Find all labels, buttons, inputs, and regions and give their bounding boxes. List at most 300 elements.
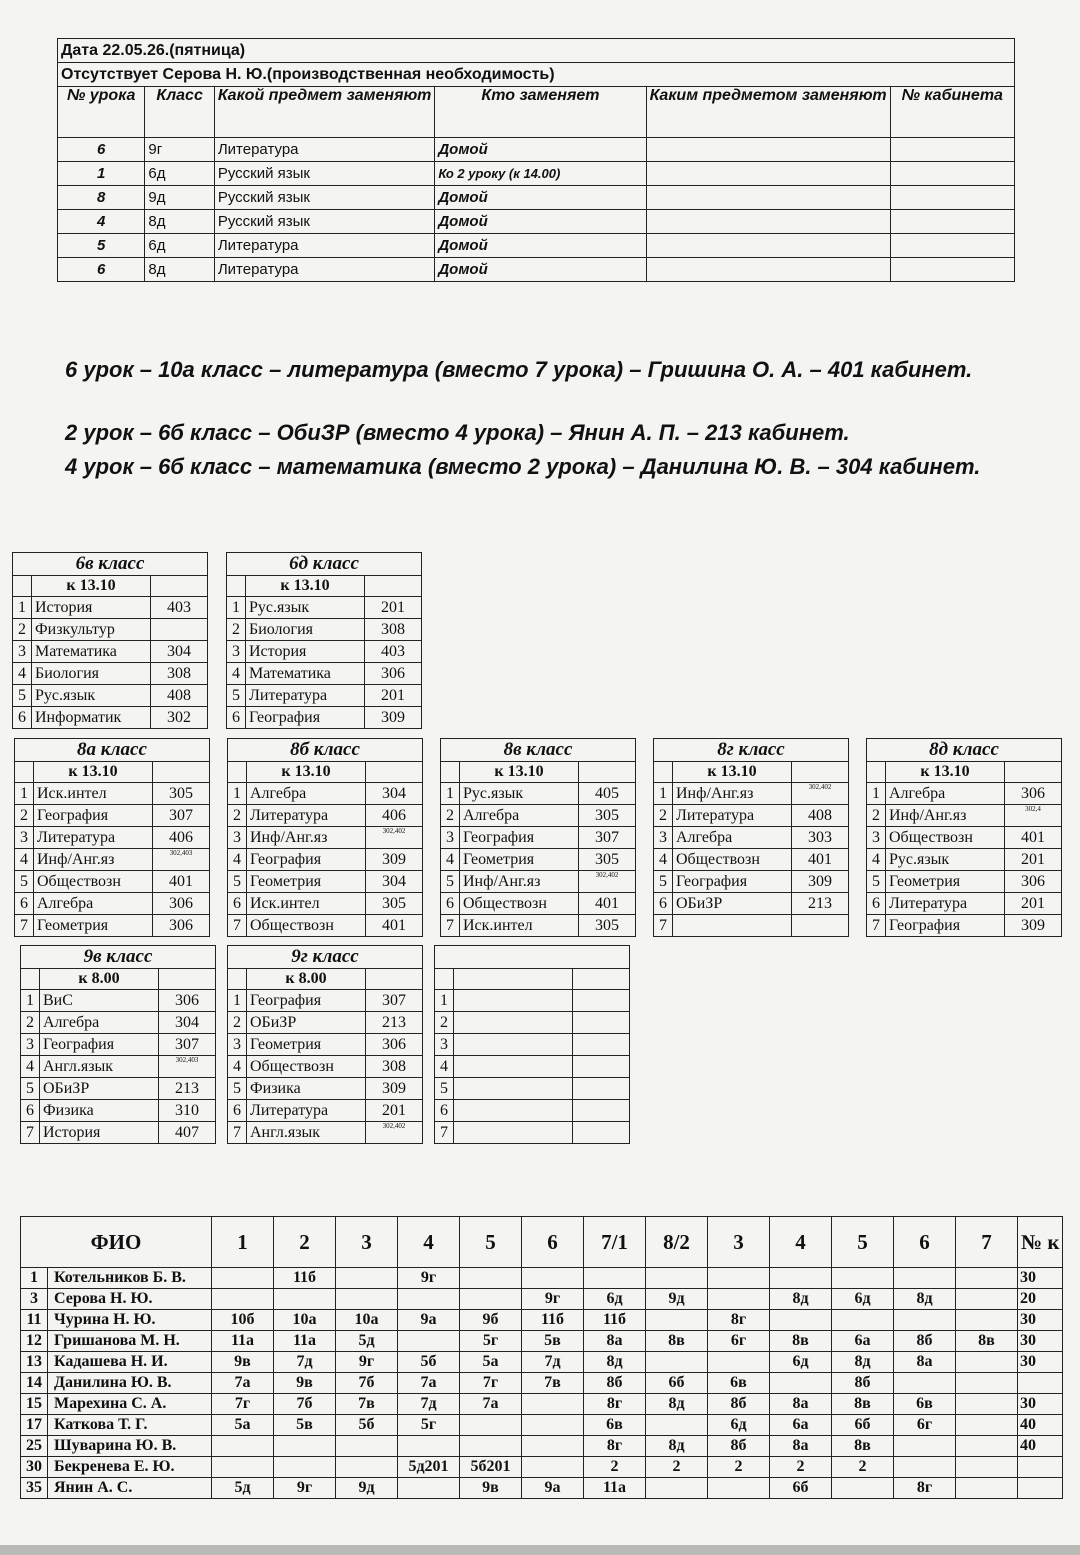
- note-2: 2 урок – 6б класс – ОбиЗР (вместо 4 урока) – Янин А. П. – 213 кабинет.: [65, 420, 850, 445]
- teacher-cell: [956, 1457, 1018, 1478]
- lesson-row: [435, 1034, 630, 1056]
- teacher-cell: 5б: [336, 1415, 398, 1436]
- lesson-room: 401: [1005, 827, 1062, 849]
- lesson-number: 2: [15, 805, 34, 827]
- lesson-subject: Биология: [246, 619, 365, 641]
- spacer-cell: [579, 762, 636, 783]
- teacher-cell: 5д: [212, 1478, 274, 1499]
- spacer-cell: [573, 969, 630, 990]
- lesson-room: 309: [1005, 915, 1062, 937]
- substitution-header-row: [58, 87, 1015, 138]
- teacher-cell: [460, 1268, 522, 1289]
- lesson-row: [13, 619, 208, 641]
- teacher-cell: [832, 1478, 894, 1499]
- substitution-cell: Домой: [435, 234, 646, 258]
- lesson-row: [654, 915, 849, 937]
- substitution-cell: [890, 258, 1014, 282]
- fio-header: ФИО: [21, 1217, 212, 1268]
- teacher-cell: 40: [1018, 1415, 1063, 1436]
- lesson-room: 307: [366, 990, 423, 1012]
- teacher-cell: [770, 1268, 832, 1289]
- note-1: 6 урок – 10а класс – литература (вместо 7 урока) – Гришина О. А. – 401 кабинет.: [65, 357, 973, 382]
- substitution-cell: 8д: [145, 210, 214, 234]
- teacher-cell: 7в: [522, 1373, 584, 1394]
- substitution-cell: 6д: [145, 162, 214, 186]
- lesson-row: [21, 1034, 216, 1056]
- teacher-cell: [274, 1289, 336, 1310]
- spacer-cell: [151, 576, 208, 597]
- lesson-room: [151, 619, 208, 641]
- teacher-number: 3: [21, 1289, 48, 1310]
- lesson-subject: Геометрия: [247, 871, 366, 893]
- lesson-subject: Иск.интел: [247, 893, 366, 915]
- teacher-cell: 6б: [646, 1373, 708, 1394]
- lesson-subject: Математика: [32, 641, 151, 663]
- lesson-room: [573, 990, 630, 1012]
- lesson-subject: География: [34, 805, 153, 827]
- start-time: к 13.10: [460, 762, 579, 783]
- teacher-row: [21, 1331, 1063, 1352]
- lesson-room: 201: [1005, 893, 1062, 915]
- lesson-subject: Инф/Анг.яз: [247, 827, 366, 849]
- teacher-cell: [956, 1394, 1018, 1415]
- lesson-room: 302: [151, 707, 208, 729]
- lesson-subject: География: [460, 827, 579, 849]
- teacher-cell: [1018, 1457, 1063, 1478]
- teacher-cell: 11б: [522, 1310, 584, 1331]
- teacher-cell: 5г: [398, 1415, 460, 1436]
- lesson-number: 7: [441, 915, 460, 937]
- teacher-cell: 5г: [460, 1331, 522, 1352]
- lesson-subject: География: [246, 707, 365, 729]
- lesson-number: 7: [867, 915, 886, 937]
- lesson-row: [13, 597, 208, 619]
- class-schedule-table: [653, 738, 849, 937]
- lesson-row: [228, 1122, 423, 1144]
- lesson-row: [654, 805, 849, 827]
- lesson-room: 304: [151, 641, 208, 663]
- teacher-cell: 7б: [274, 1394, 336, 1415]
- teacher-cell: 7а: [212, 1373, 274, 1394]
- lesson-number: 5: [441, 871, 460, 893]
- class-title: [435, 946, 630, 969]
- lesson-room: 401: [153, 871, 210, 893]
- teacher-cell: [522, 1436, 584, 1457]
- lesson-row: [228, 849, 423, 871]
- lesson-subject: Литература: [886, 893, 1005, 915]
- teacher-cell: 10а: [274, 1310, 336, 1331]
- lesson-room: 401: [366, 915, 423, 937]
- teacher-row: [21, 1310, 1063, 1331]
- lesson-room: 406: [153, 827, 210, 849]
- lesson-row: [13, 663, 208, 685]
- lesson-row: [21, 1012, 216, 1034]
- teacher-cell: 6д: [832, 1289, 894, 1310]
- lesson-number: 5: [654, 871, 673, 893]
- lesson-column-header: 7: [956, 1217, 1018, 1268]
- lesson-row: [867, 893, 1062, 915]
- lesson-subject: ОБиЗР: [247, 1012, 366, 1034]
- lesson-column-header: 5: [832, 1217, 894, 1268]
- lesson-number: 6: [228, 893, 247, 915]
- lesson-subject: Литература: [673, 805, 792, 827]
- lesson-column-header: 6: [522, 1217, 584, 1268]
- substitution-cell: 6: [58, 258, 145, 282]
- lesson-column-header: 4: [398, 1217, 460, 1268]
- lesson-subject: География: [247, 990, 366, 1012]
- lesson-number: 1: [867, 783, 886, 805]
- teacher-cell: 8г: [584, 1436, 646, 1457]
- absent-label: Отсутствует Серова Н. Ю.(производственная необходимость): [58, 63, 1015, 87]
- teacher-cell: 2: [646, 1457, 708, 1478]
- substitution-cell: [646, 258, 890, 282]
- lesson-subject: Обществозн: [34, 871, 153, 893]
- header-lesson-number: № урока: [58, 87, 145, 138]
- lesson-room: 401: [792, 849, 849, 871]
- lesson-number: 3: [867, 827, 886, 849]
- lesson-number: 6: [654, 893, 673, 915]
- teacher-cell: 8в: [646, 1331, 708, 1352]
- lesson-column-header: 4: [770, 1217, 832, 1268]
- header-replacement: Кто заменяет: [435, 87, 646, 138]
- lesson-subject: Физика: [40, 1100, 159, 1122]
- teacher-name: Янин А. С.: [48, 1478, 212, 1499]
- substitution-cell: Русский язык: [214, 186, 435, 210]
- lesson-column-header: 7/1: [584, 1217, 646, 1268]
- teacher-number: 15: [21, 1394, 48, 1415]
- teacher-cell: 6в: [584, 1415, 646, 1436]
- teacher-cell: 8в: [832, 1394, 894, 1415]
- teacher-cell: 11а: [212, 1331, 274, 1352]
- lesson-row: [867, 783, 1062, 805]
- lesson-row: [227, 707, 422, 729]
- teacher-cell: [212, 1268, 274, 1289]
- teacher-number: 1: [21, 1268, 48, 1289]
- teacher-cell: [956, 1268, 1018, 1289]
- lesson-number: 5: [227, 685, 246, 707]
- lesson-room: 304: [366, 871, 423, 893]
- teacher-cell: 6г: [708, 1331, 770, 1352]
- teacher-cell: 8г: [708, 1310, 770, 1331]
- lesson-room: 306: [1005, 783, 1062, 805]
- lesson-room: 306: [159, 990, 216, 1012]
- teacher-row: [21, 1352, 1063, 1373]
- teacher-cell: [336, 1268, 398, 1289]
- lesson-room: 303: [792, 827, 849, 849]
- lesson-room: [573, 1056, 630, 1078]
- lesson-room: 302,4: [1005, 805, 1062, 827]
- teacher-number: 35: [21, 1478, 48, 1499]
- teacher-cell: 9в: [274, 1373, 336, 1394]
- substitution-cell: Домой: [435, 186, 646, 210]
- lesson-number: 3: [21, 1034, 40, 1056]
- teacher-name: Марехина С. А.: [48, 1394, 212, 1415]
- lesson-subject: Физика: [247, 1078, 366, 1100]
- teacher-cell: 9г: [336, 1352, 398, 1373]
- lesson-number: 1: [228, 990, 247, 1012]
- start-time: к 13.10: [34, 762, 153, 783]
- lesson-number: 5: [15, 871, 34, 893]
- substitution-cell: 8: [58, 186, 145, 210]
- lesson-number: 1: [228, 783, 247, 805]
- teacher-row: [21, 1415, 1063, 1436]
- lesson-number: 2: [13, 619, 32, 641]
- lesson-number: 6: [21, 1100, 40, 1122]
- lesson-subject: Геометрия: [34, 915, 153, 937]
- lesson-room: 309: [366, 849, 423, 871]
- lesson-number: 2: [435, 1012, 454, 1034]
- teacher-cell: [956, 1436, 1018, 1457]
- lesson-subject: История: [40, 1122, 159, 1144]
- lesson-row: [441, 805, 636, 827]
- lesson-number: 1: [15, 783, 34, 805]
- header-class: Класс: [145, 87, 214, 138]
- lesson-column-header: 1: [212, 1217, 274, 1268]
- lesson-row: [21, 1078, 216, 1100]
- lesson-room: 309: [792, 871, 849, 893]
- lesson-row: [867, 915, 1062, 937]
- lesson-room: [573, 1100, 630, 1122]
- lesson-subject: География: [886, 915, 1005, 937]
- teacher-cell: [460, 1415, 522, 1436]
- lesson-subject: Англ.язык: [247, 1122, 366, 1144]
- substitution-cell: [646, 138, 890, 162]
- substitution-cell: [646, 234, 890, 258]
- teacher-cell: 10б: [212, 1310, 274, 1331]
- class-schedule-table: [227, 945, 423, 1144]
- lesson-row: [13, 685, 208, 707]
- lesson-room: 308: [151, 663, 208, 685]
- teacher-cell: 8а: [770, 1394, 832, 1415]
- teacher-cell: 20: [1018, 1289, 1063, 1310]
- teacher-cell: 8д: [646, 1394, 708, 1415]
- lesson-number: 3: [228, 827, 247, 849]
- lesson-room: 305: [366, 893, 423, 915]
- lesson-number: 4: [654, 849, 673, 871]
- teacher-cell: 6д: [770, 1352, 832, 1373]
- lesson-row: [228, 871, 423, 893]
- teacher-name: Данилина Ю. В.: [48, 1373, 212, 1394]
- substitution-cell: [890, 234, 1014, 258]
- teacher-cell: 5в: [522, 1331, 584, 1352]
- lesson-subject: ВиС: [40, 990, 159, 1012]
- lesson-row: [654, 893, 849, 915]
- teacher-cell: 2: [770, 1457, 832, 1478]
- lesson-row: [227, 597, 422, 619]
- substitution-row: [58, 138, 1015, 162]
- lesson-row: [435, 1100, 630, 1122]
- lesson-row: [13, 707, 208, 729]
- lesson-row: [867, 827, 1062, 849]
- lesson-column-header: 5: [460, 1217, 522, 1268]
- teacher-cell: [212, 1436, 274, 1457]
- lesson-subject: Алгебра: [886, 783, 1005, 805]
- class-title: 6д класс: [227, 553, 422, 576]
- start-time: к 8.00: [40, 969, 159, 990]
- teacher-cell: 8а: [770, 1436, 832, 1457]
- table-edge: [0, 1545, 1080, 1555]
- lesson-room: 305: [153, 783, 210, 805]
- lesson-subject: [454, 1078, 573, 1100]
- teacher-cell: 2: [708, 1457, 770, 1478]
- lesson-room: 304: [159, 1012, 216, 1034]
- lesson-subject: Инф/Анг.яз: [886, 805, 1005, 827]
- lesson-subject: Обществозн: [886, 827, 1005, 849]
- lesson-column-header: 2: [274, 1217, 336, 1268]
- teacher-cell: [770, 1310, 832, 1331]
- class-title: 8б класс: [228, 739, 423, 762]
- teacher-number: 30: [21, 1457, 48, 1478]
- lesson-number: 5: [21, 1078, 40, 1100]
- lesson-number: 6: [867, 893, 886, 915]
- teacher-cell: [832, 1310, 894, 1331]
- teacher-number: 13: [21, 1352, 48, 1373]
- lesson-row: [228, 1012, 423, 1034]
- teacher-cell: 8г: [584, 1394, 646, 1415]
- teacher-cell: 9г: [274, 1478, 336, 1499]
- teacher-cell: 6а: [832, 1331, 894, 1352]
- lesson-room: [792, 915, 849, 937]
- lesson-row: [867, 805, 1062, 827]
- lesson-subject: Алгебра: [673, 827, 792, 849]
- lesson-number: 6: [13, 707, 32, 729]
- lesson-number: 1: [654, 783, 673, 805]
- teacher-cell: 9в: [212, 1352, 274, 1373]
- lesson-room: 306: [153, 893, 210, 915]
- spacer-cell: [867, 762, 886, 783]
- lesson-number: 5: [228, 871, 247, 893]
- teacher-cell: 8б: [708, 1394, 770, 1415]
- lesson-number: 3: [435, 1034, 454, 1056]
- lesson-row: [441, 827, 636, 849]
- lesson-number: 7: [228, 1122, 247, 1144]
- teacher-cell: [398, 1436, 460, 1457]
- lesson-row: [15, 849, 210, 871]
- lesson-room: 307: [579, 827, 636, 849]
- teacher-cell: [894, 1310, 956, 1331]
- lesson-room: 308: [365, 619, 422, 641]
- lesson-subject: Иск.интел: [460, 915, 579, 937]
- lesson-number: 3: [654, 827, 673, 849]
- teacher-cell: [1018, 1478, 1063, 1499]
- start-time: к 13.10: [246, 576, 365, 597]
- teacher-cell: [646, 1415, 708, 1436]
- teacher-cell: 6д: [584, 1289, 646, 1310]
- lesson-subject: ОБиЗР: [40, 1078, 159, 1100]
- teacher-cell: 2: [832, 1457, 894, 1478]
- lesson-subject: Англ.язык: [40, 1056, 159, 1078]
- lesson-row: [228, 827, 423, 849]
- class-schedule-table: [12, 552, 208, 729]
- teacher-name: Чурина Н. Ю.: [48, 1310, 212, 1331]
- teacher-cell: 11а: [274, 1331, 336, 1352]
- lesson-room: 305: [579, 805, 636, 827]
- teacher-name: Каткова Т. Г.: [48, 1415, 212, 1436]
- substitution-cell: [890, 162, 1014, 186]
- lesson-subject: Геометрия: [460, 849, 579, 871]
- teacher-cell: 11б: [274, 1268, 336, 1289]
- lesson-room: 201: [366, 1100, 423, 1122]
- teacher-cell: 5д201: [398, 1457, 460, 1478]
- lesson-subject: Физкультур: [32, 619, 151, 641]
- lesson-room: 213: [792, 893, 849, 915]
- spacer-cell: [365, 576, 422, 597]
- class-title: 8г класс: [654, 739, 849, 762]
- teacher-cell: 7д: [274, 1352, 336, 1373]
- lesson-number: 4: [228, 1056, 247, 1078]
- teacher-cell: 6в: [894, 1394, 956, 1415]
- lesson-room: [573, 1012, 630, 1034]
- teacher-cell: 5а: [212, 1415, 274, 1436]
- lesson-number: 1: [435, 990, 454, 1012]
- lesson-row: [435, 990, 630, 1012]
- class-title: 8а класс: [15, 739, 210, 762]
- lesson-room: 408: [151, 685, 208, 707]
- teacher-cell: [956, 1310, 1018, 1331]
- lesson-room: [573, 1078, 630, 1100]
- class-schedule-table: [14, 738, 210, 937]
- teacher-cell: [522, 1394, 584, 1415]
- lesson-row: [228, 783, 423, 805]
- substitution-cell: [890, 210, 1014, 234]
- teacher-cell: 8б: [832, 1373, 894, 1394]
- header-replacement-subject: Каким предметом заменяют: [646, 87, 890, 138]
- lesson-number: 2: [228, 1012, 247, 1034]
- lesson-subject: Алгебра: [247, 783, 366, 805]
- lesson-subject: Рус.язык: [32, 685, 151, 707]
- lesson-number: 6: [435, 1100, 454, 1122]
- lesson-row: [227, 619, 422, 641]
- teacher-cell: [646, 1352, 708, 1373]
- lesson-number: 1: [21, 990, 40, 1012]
- teacher-cell: [956, 1415, 1018, 1436]
- lesson-room: 305: [579, 915, 636, 937]
- lesson-number: 5: [228, 1078, 247, 1100]
- teacher-number: 17: [21, 1415, 48, 1436]
- lesson-column-header: № к: [1018, 1217, 1063, 1268]
- teacher-cell: [894, 1436, 956, 1457]
- lesson-row: [21, 1122, 216, 1144]
- teacher-cell: [708, 1478, 770, 1499]
- teacher-cell: 8д: [894, 1289, 956, 1310]
- lesson-room: 304: [366, 783, 423, 805]
- class-schedule-table: [227, 738, 423, 937]
- teachers-header-row: [21, 1217, 1063, 1268]
- lesson-room: 302,402: [579, 871, 636, 893]
- teacher-cell: 30: [1018, 1331, 1063, 1352]
- lesson-number: 7: [21, 1122, 40, 1144]
- teacher-cell: 8в: [770, 1331, 832, 1352]
- lesson-subject: Иск.интел: [34, 783, 153, 805]
- lesson-subject: [454, 1034, 573, 1056]
- substitution-cell: [646, 162, 890, 186]
- spacer-cell: [441, 762, 460, 783]
- teacher-cell: 7а: [460, 1394, 522, 1415]
- teacher-cell: 30: [1018, 1310, 1063, 1331]
- teacher-cell: 10а: [336, 1310, 398, 1331]
- lesson-subject: Инф/Анг.яз: [460, 871, 579, 893]
- substitution-cell: 8д: [145, 258, 214, 282]
- teacher-cell: [212, 1289, 274, 1310]
- lesson-subject: География: [673, 871, 792, 893]
- substitution-cell: 6д: [145, 234, 214, 258]
- substitution-cell: Литература: [214, 138, 435, 162]
- lesson-room: 307: [159, 1034, 216, 1056]
- lesson-room: 306: [153, 915, 210, 937]
- class-schedule-table: [440, 738, 636, 937]
- lesson-room: 407: [159, 1122, 216, 1144]
- lesson-room: 305: [579, 849, 636, 871]
